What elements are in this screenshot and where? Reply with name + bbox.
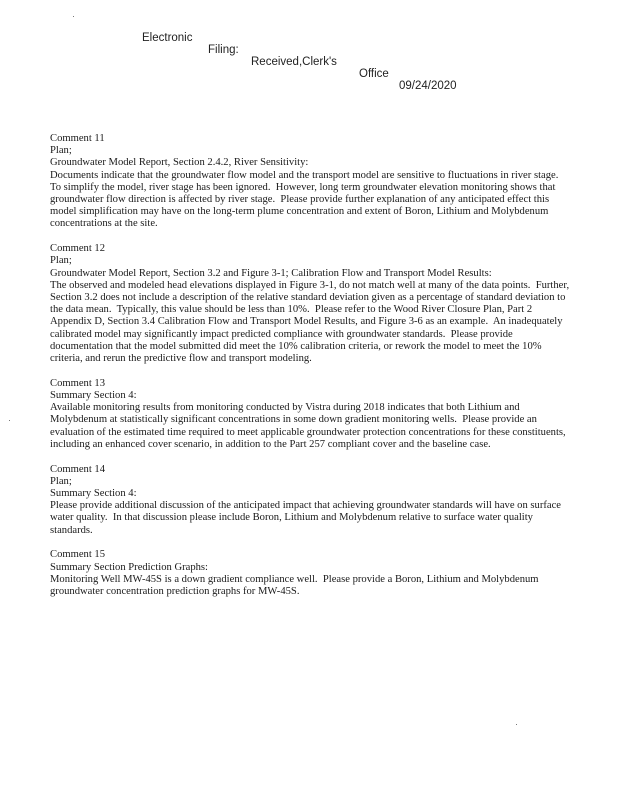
- scan-speck: [516, 724, 517, 725]
- scan-speck: [9, 420, 10, 421]
- stamp-filing: Filing:: [208, 44, 239, 56]
- scan-speck: [73, 16, 74, 17]
- comment-line: Summary Section 4:: [50, 390, 137, 402]
- comment-paragraph: Available monitoring results from monitoring conducted by Vistra during 2018 indicates that both Lithium and Molybdenum at statistically significant concentrations in some down gradient monitoring wells. Please provide an evaluation of the estimated time required to meet applicable groundwater protection concentrations for these constituents, including an enhanced cover scenario, in addition to the Part 257 compliant cover and the baseline case.: [50, 402, 569, 450]
- comment-heading: Comment 13: [50, 377, 106, 389]
- comment-line: Groundwater Model Report, Section 3.2 and Figure 3-1; Calibration Flow and Transport Model Results:: [50, 267, 492, 279]
- comment-heading: Comment 14: [50, 463, 106, 475]
- comment-block: [50, 378, 570, 451]
- comment-heading: Comment 12: [50, 243, 106, 255]
- comments-body: [50, 133, 570, 611]
- stamp-date: 09/24/2020: [399, 80, 457, 92]
- comment-heading: Comment 15: [50, 549, 106, 561]
- comment-paragraph: The observed and modeled head elevations displayed in Figure 3-1, do not match well at many of the data points. Further, Section 3.2 does not include a description of the relative standard deviation given as a percentage of standard deviation to the data mean. Typically, this value should be less than 10%. Please refer to the Wood River Closure Plan, Part 2 Appendix D, Section 3.4 Calibration Flow and Transport Model Results, and Figure 3-6 as an example. An inadequately calibrated model may significantly impact predicted compliance with groundwater standards. Please provide documentation that the model submitted did meet the 10% calibration criteria, or rework the model to meet the 10% criteria, and rerun the predictive flow and transport modeling.: [50, 279, 572, 365]
- comment-line: Plan;: [50, 475, 72, 487]
- stamp-electronic: Electronic: [142, 32, 193, 44]
- comment-line: Groundwater Model Report, Section 2.4.2, River Sensitivity:: [50, 157, 309, 169]
- comment-paragraph: Please provide additional discussion of the anticipated impact that achieving groundwater standards will have on surface water quality. In that discussion please include Boron, Lithium and Molybdenum relative to surface water quality standards.: [50, 500, 564, 536]
- comment-line: Summary Section Prediction Graphs:: [50, 561, 209, 573]
- comment-block: [50, 133, 570, 231]
- stamp-office: Office: [359, 68, 389, 80]
- comment-line: Plan;: [50, 255, 72, 267]
- comment-block: [50, 243, 570, 365]
- comment-paragraph: Monitoring Well MW-45S is a down gradient compliance well. Please provide a Boron, Lithium and Molybdenum groundwater concentration prediction graphs for MW-45S.: [50, 573, 542, 598]
- comment-block: [50, 549, 570, 598]
- comment-block: [50, 464, 570, 537]
- comment-line: Plan;: [50, 145, 72, 157]
- filing-stamp-header: [0, 20, 618, 92]
- comment-heading: Comment 11: [50, 133, 105, 144]
- stamp-received: Received,Clerk's: [251, 56, 337, 68]
- comment-line: Summary Section 4:: [50, 488, 137, 500]
- comment-paragraph: Documents indicate that the groundwater flow model and the transport model are sensitive to fluctuations in river stage. To simplify the model, river stage has been ignored. However, long term groundwater elevation monitoring shows that groundwater flow direction is affected by river stage. Please provide further explanation of any anticipated effect this model simplification may have on the long-term plume concentration and extent of Boron, Lithium and Molybdenum concentrations at the site.: [50, 169, 564, 230]
